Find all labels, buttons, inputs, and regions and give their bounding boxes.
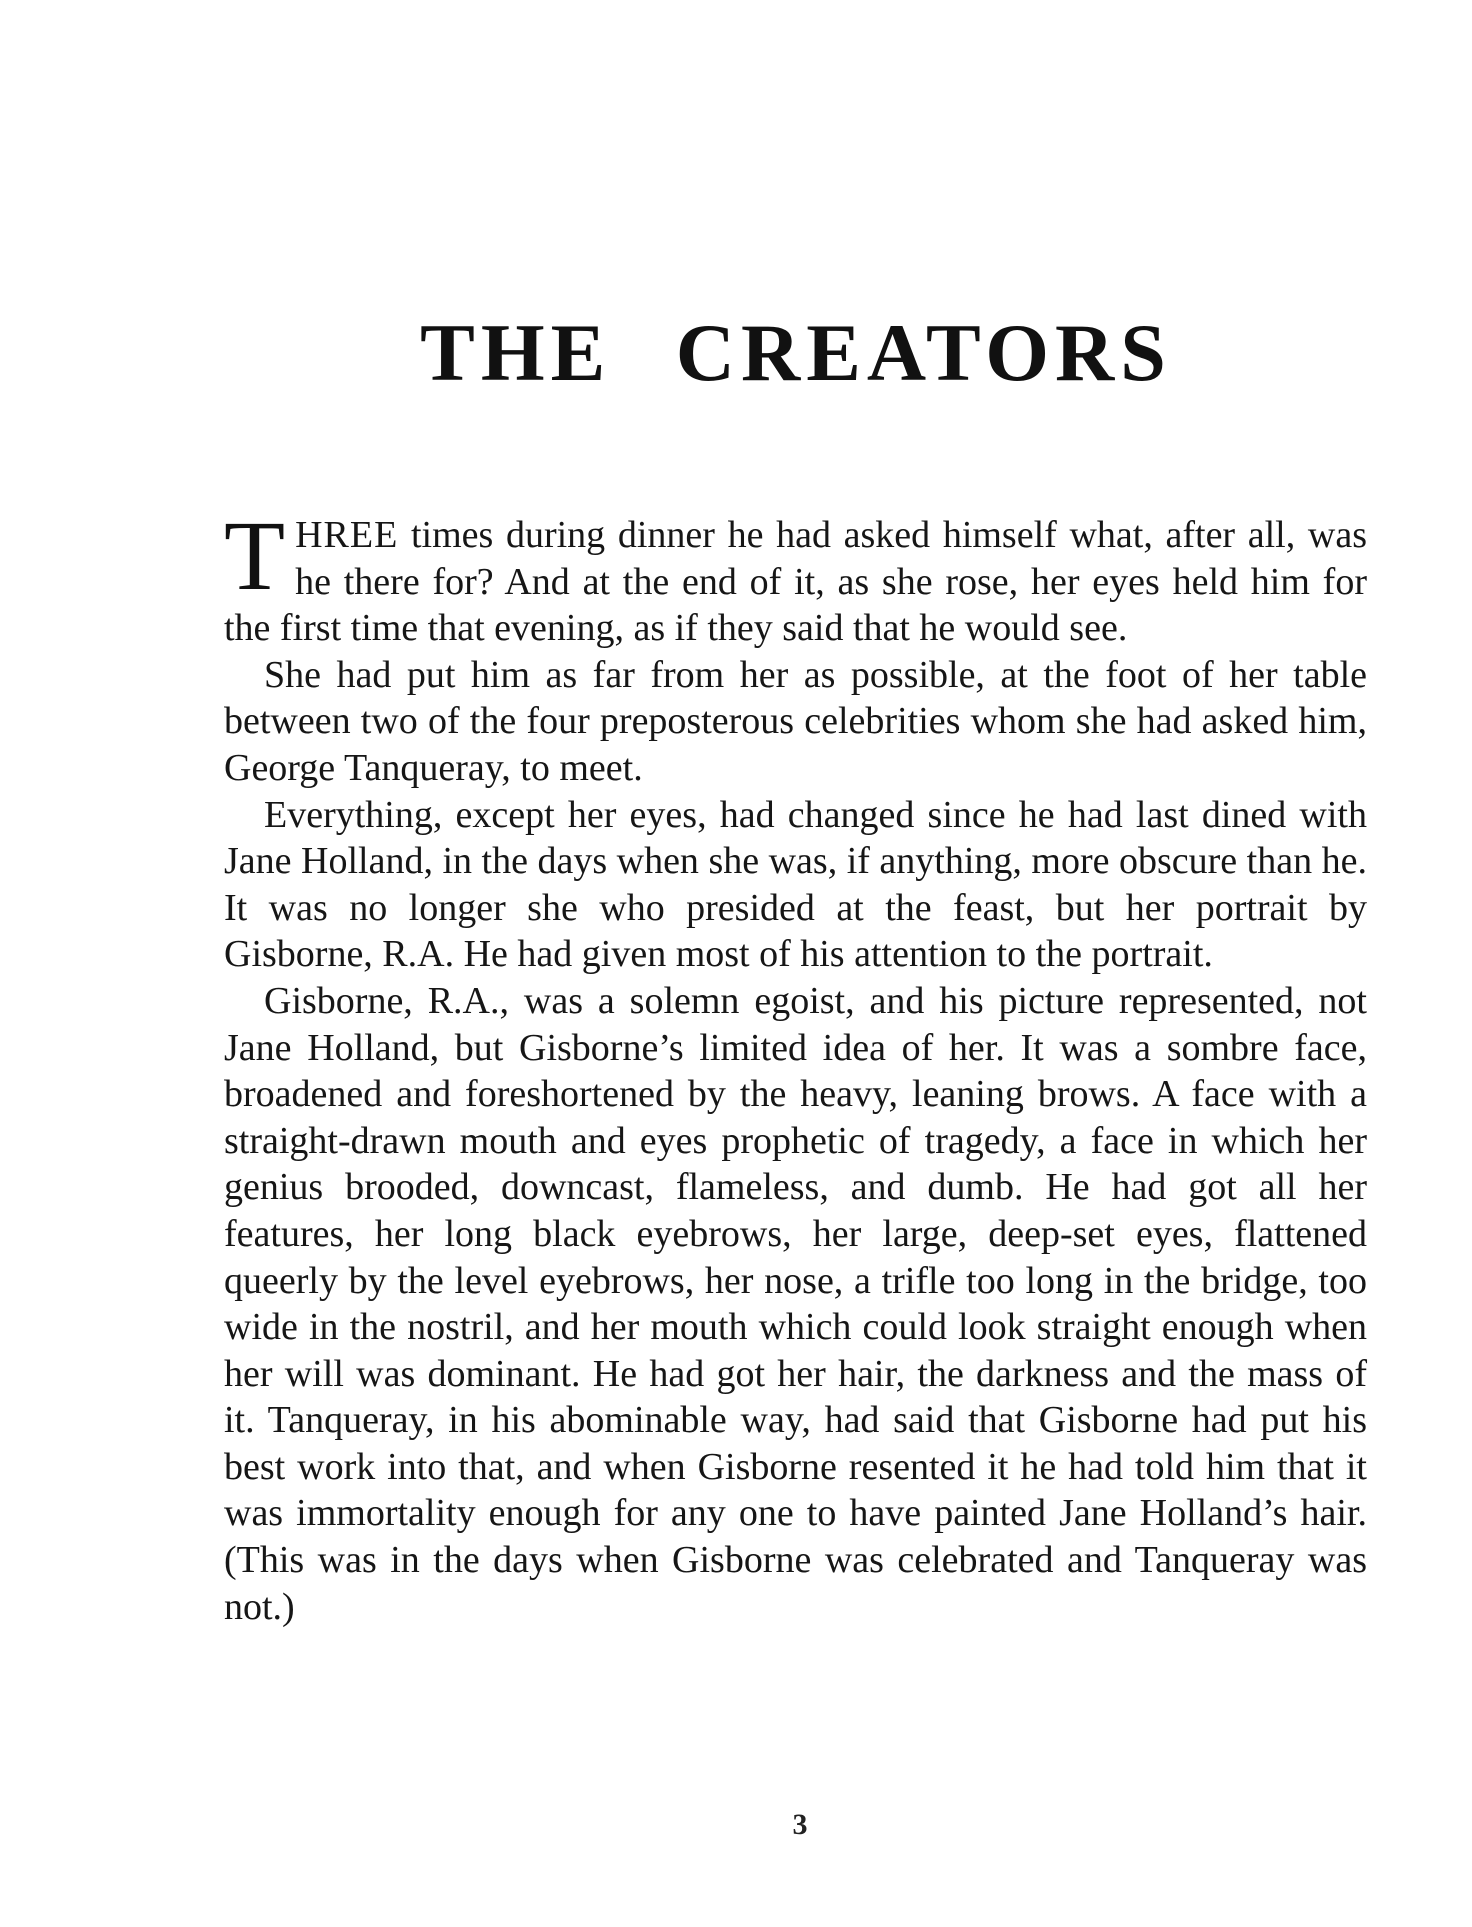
opening-paragraph [224, 500, 1367, 652]
paragraph: Everything, except her eyes, had changed since he had last dined with Jane Holland, in the days when she was, if anything, more obscure than he. It was no longer she who presided at the feast, but her portrait by Gisborne, R.A. He had given most of his attention to the portrait. [224, 793, 1367, 976]
chapter-title: THE CREATORS [420, 307, 1172, 398]
opening-text: times during dinner he had asked himself what, after all, was he there for? And at the end of it, as she rose, her eyes held him for the first time that evening, as if they said that he would see. [224, 514, 1367, 650]
paragraph: Gisborne, R.A., was a solemn egoist, and his picture represented, not Jane Holland, but Gisborne’s limited idea of her. It was a sombre face, broadened and foreshortened by the heavy, leaning brows. A face with a straight-drawn mouth and eyes prophetic of tragedy, a face in which her genius brooded, downcast, flameless, and dumb. He had got all her features, her long black eyebrows, her large, deep-set eyes, flattened queerly by the level eyebrows, her nose, a trifle too long in the bridge, too wide in the nostril, and her mouth which could look straight enough when her will was dominant. He had got her hair, the darkness and the mass of it. Tanqueray, in his abominable way, had said that Gisborne had put his best work into that, and when Gisborne resented it he had told him that it was immortality enough for any one to have painted Jane Holland’s hair. (This was in the days when Gisborne was celebrated and Tanqueray was not.) [224, 979, 1367, 1628]
paragraph: She had put him as far from her as possible, at the foot of her table between two of the four preposterous celebrities whom she had asked him, George Tanqueray, to meet. [224, 653, 1367, 789]
page-number: 3 [792, 1808, 808, 1841]
chapter-body [224, 500, 1367, 1630]
drop-cap: T [224, 500, 286, 611]
opening-smallcaps: HREE [295, 514, 399, 556]
